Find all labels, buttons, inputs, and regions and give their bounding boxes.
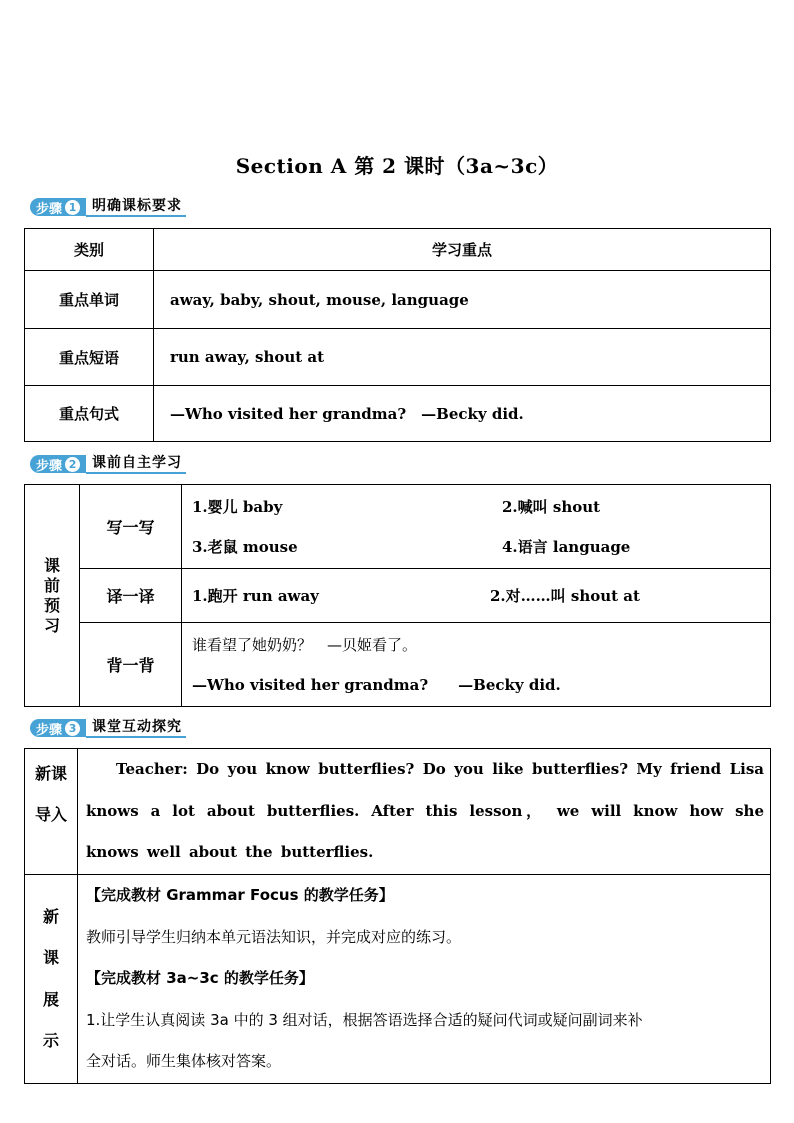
preview-side-label: 课 前 预 习 (25, 485, 80, 707)
translate-label: 译一译 (80, 569, 182, 623)
step-badge: 步骤 2 (30, 455, 86, 473)
show-content (78, 875, 771, 1084)
show-line: 全对话。师生集体核对答案。 (86, 1052, 282, 1070)
show-side-label: 新 课 展 示 (25, 875, 78, 1084)
write-item: 1.婴儿 baby (192, 497, 283, 516)
write-item: 2.喊叫 shout (502, 497, 601, 516)
recite-content (182, 623, 771, 707)
show-line: 【完成教材 3a~3c 的教学任务】 (86, 969, 314, 987)
show-line: 【完成教材 Grammar Focus 的教学任务】 (86, 886, 394, 904)
show-line: 1.让学生认真阅读 3a 中的 3 组对话，根据答语选择合适的疑问代词或疑问副词来补 (86, 1010, 643, 1029)
step-number: 2 (65, 457, 80, 472)
table-header: 学习重点 (154, 229, 771, 271)
write-item: 4.语言 language (502, 537, 631, 556)
row-value: —Who visited her grandma? —Becky did. (154, 386, 771, 442)
step-2-header (30, 454, 186, 474)
translate-item: 2.对……叫 shout at (490, 587, 640, 605)
page-title: Section A 第 2 课时（3a~3c） (235, 154, 559, 178)
row-label: 重点单词 (25, 271, 154, 329)
step-number: 1 (65, 200, 80, 215)
intro-content (78, 749, 771, 875)
step-badge: 步骤 1 (30, 198, 86, 216)
recite-line: 谁看望了她奶奶？ —贝姬看了。 (192, 635, 418, 654)
step-number: 3 (65, 721, 80, 736)
recite-label: 背一背 (80, 623, 182, 707)
intro-side-label: 新课 导入 (25, 749, 78, 875)
step-3-header (30, 718, 186, 738)
write-label: 写一写 (80, 485, 182, 569)
translate-item: 1.跑开 run away (192, 587, 319, 605)
row-value: run away, shout at (154, 329, 771, 386)
step-1-header (30, 197, 186, 217)
write-content (182, 485, 771, 569)
row-label: 重点短语 (25, 329, 154, 386)
table-header: 类别 (25, 229, 154, 271)
write-item: 3.老鼠 mouse (192, 537, 298, 556)
table-row (25, 271, 771, 329)
step-title: 课堂互动探究 (86, 718, 186, 738)
row-label: 重点句式 (25, 386, 154, 442)
show-line: 教师引导学生归纳本单元语法知识，并完成对应的练习。 (86, 927, 462, 946)
table-row (25, 329, 771, 386)
step-badge: 步骤 3 (30, 719, 86, 737)
class-table (24, 748, 771, 1084)
step-title: 课前自主学习 (86, 454, 186, 474)
recite-line: —Who visited her grandma? —Becky did. (192, 675, 561, 694)
intro-text: Teacher: Do you know butterflies? Do you like butterflies? My friend Lisa knows a lot about butterflies. After this lesson， we will know how she knows well about the butterflies. (86, 760, 764, 862)
preview-table (24, 484, 771, 707)
step-title: 明确课标要求 (86, 197, 186, 217)
table-row (25, 386, 771, 442)
translate-content (182, 569, 771, 623)
focus-table (24, 228, 771, 442)
row-value: away, baby, shout, mouse, language (154, 271, 771, 329)
